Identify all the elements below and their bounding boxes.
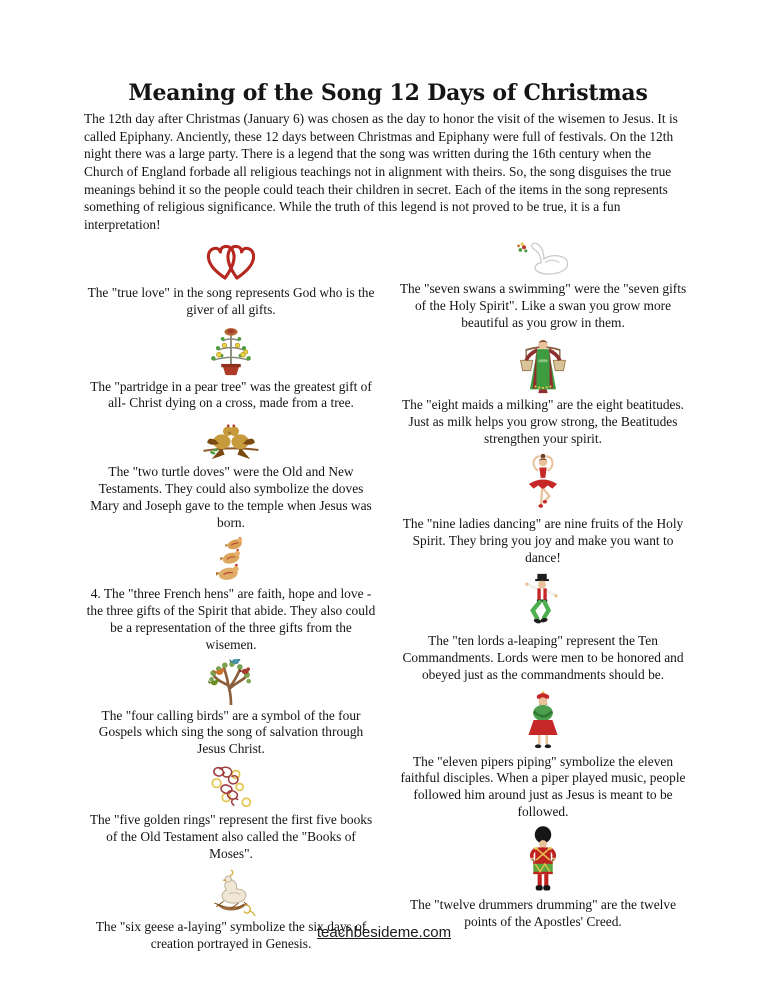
right-column	[394, 240, 692, 958]
drummer-icon	[520, 826, 566, 894]
swan-icon	[511, 240, 575, 278]
turtle-doves-icon	[200, 417, 262, 461]
item-french-hens	[84, 537, 378, 654]
item-milking-maid	[394, 336, 692, 448]
footer-site-link[interactable]: teachbesideme.com	[316, 924, 452, 941]
item-text: The "six geese a-laying" symbolize the six days of creation portrayed in Genesis.	[95, 918, 367, 951]
leaping-lord-icon	[515, 572, 571, 630]
calling-birds-icon	[204, 659, 258, 705]
intro-paragraph: The 12th day after Christmas (January 6) was chosen as the day to honor the visit of the wisemen to Jesus. It is called Epiphany. Anciently, these 12 days between Christmas and Epiphany were full of festivals. On the 12th night there was a large party. There is a legend that the song was written during the 16th century when the Church of England forbade all religious teachings not in alignment with theirs. So, the song disguises the true meanings behind it so the people could teach their children in secret. Each of the items in the song represents something of religious significance. While the truth of this legend is not proved to be true, it is a fun interpretation!	[84, 111, 678, 233]
two-column-layout	[84, 240, 692, 958]
item-text: The "nine ladies dancing" are nine fruits of the Holy Spirit. They bring you joy and make you want to dance!	[402, 516, 684, 565]
item-true-love	[84, 240, 378, 319]
two-hearts-icon	[200, 240, 262, 282]
item-piper	[394, 689, 692, 822]
item-text: The "seven swans a swimming" were the "seven gifts of the Holy Spirit". Like a swan you grow more beautiful as you grow in them.	[399, 280, 687, 330]
item-text: The "twelve drummers drumming" are the twelve points of the Apostles' Creed.	[410, 897, 677, 929]
french-hens-icon	[209, 537, 253, 583]
item-dancing-lady	[394, 453, 692, 567]
piper-icon	[515, 689, 571, 751]
item-text: The "ten lords a-leaping" represent the Ten Commandments. Lords were men to be honored and obeyed just as the commandments should be.	[402, 632, 684, 682]
item-text: The "true love" in the song represents God who is the giver of all gifts.	[87, 284, 375, 317]
item-text: The "five golden rings" represent the first five books of the Old Testament also called the "Books of Moses".	[89, 812, 373, 861]
footer	[0, 924, 768, 942]
item-text: 4. The "three French hens" are faith, hope and love - the three gifts of the Spirit that abide. They also could be a representation of the three gifts from the wisemen.	[86, 585, 376, 652]
item-text: The "eight maids a milking" are the eight beatitudes. Just as milk helps you grow strong, the Beatitudes strengthen your spirit.	[402, 397, 685, 447]
item-turtle-doves	[84, 417, 378, 532]
dancing-lady-icon	[517, 453, 569, 513]
item-text: The "partridge in a pear tree" was the greatest gift of all- Christ dying on a cross, made from a tree.	[90, 378, 372, 411]
item-text: The "four calling birds" are a symbol of the four Gospels which sing the song of salvation through Jesus Christ.	[98, 707, 364, 757]
item-calling-birds	[84, 659, 378, 759]
item-golden-rings	[84, 763, 378, 863]
golden-rings-icon	[208, 763, 254, 809]
item-partridge-pear-tree	[84, 324, 378, 413]
item-text: The "eleven pipers piping" symbolize the eleven faithful disciples. When a piper played music, people followed him around just as Jesus is meant to be followed.	[400, 753, 686, 820]
page-title: Meaning of the Song 12 Days of Christmas	[128, 80, 648, 106]
item-text: The "two turtle doves" were the Old and New Testaments. They could also symbolize the doves Mary and Joseph gave to the temple when Jesus was born.	[90, 464, 372, 531]
geese-a-laying-icon	[202, 868, 260, 916]
item-drummer	[394, 826, 692, 931]
milking-maid-icon	[513, 336, 573, 394]
partridge-pear-tree-icon	[204, 324, 258, 376]
left-column	[84, 240, 378, 958]
item-swans	[394, 240, 692, 332]
item-leaping-lord	[394, 572, 692, 684]
